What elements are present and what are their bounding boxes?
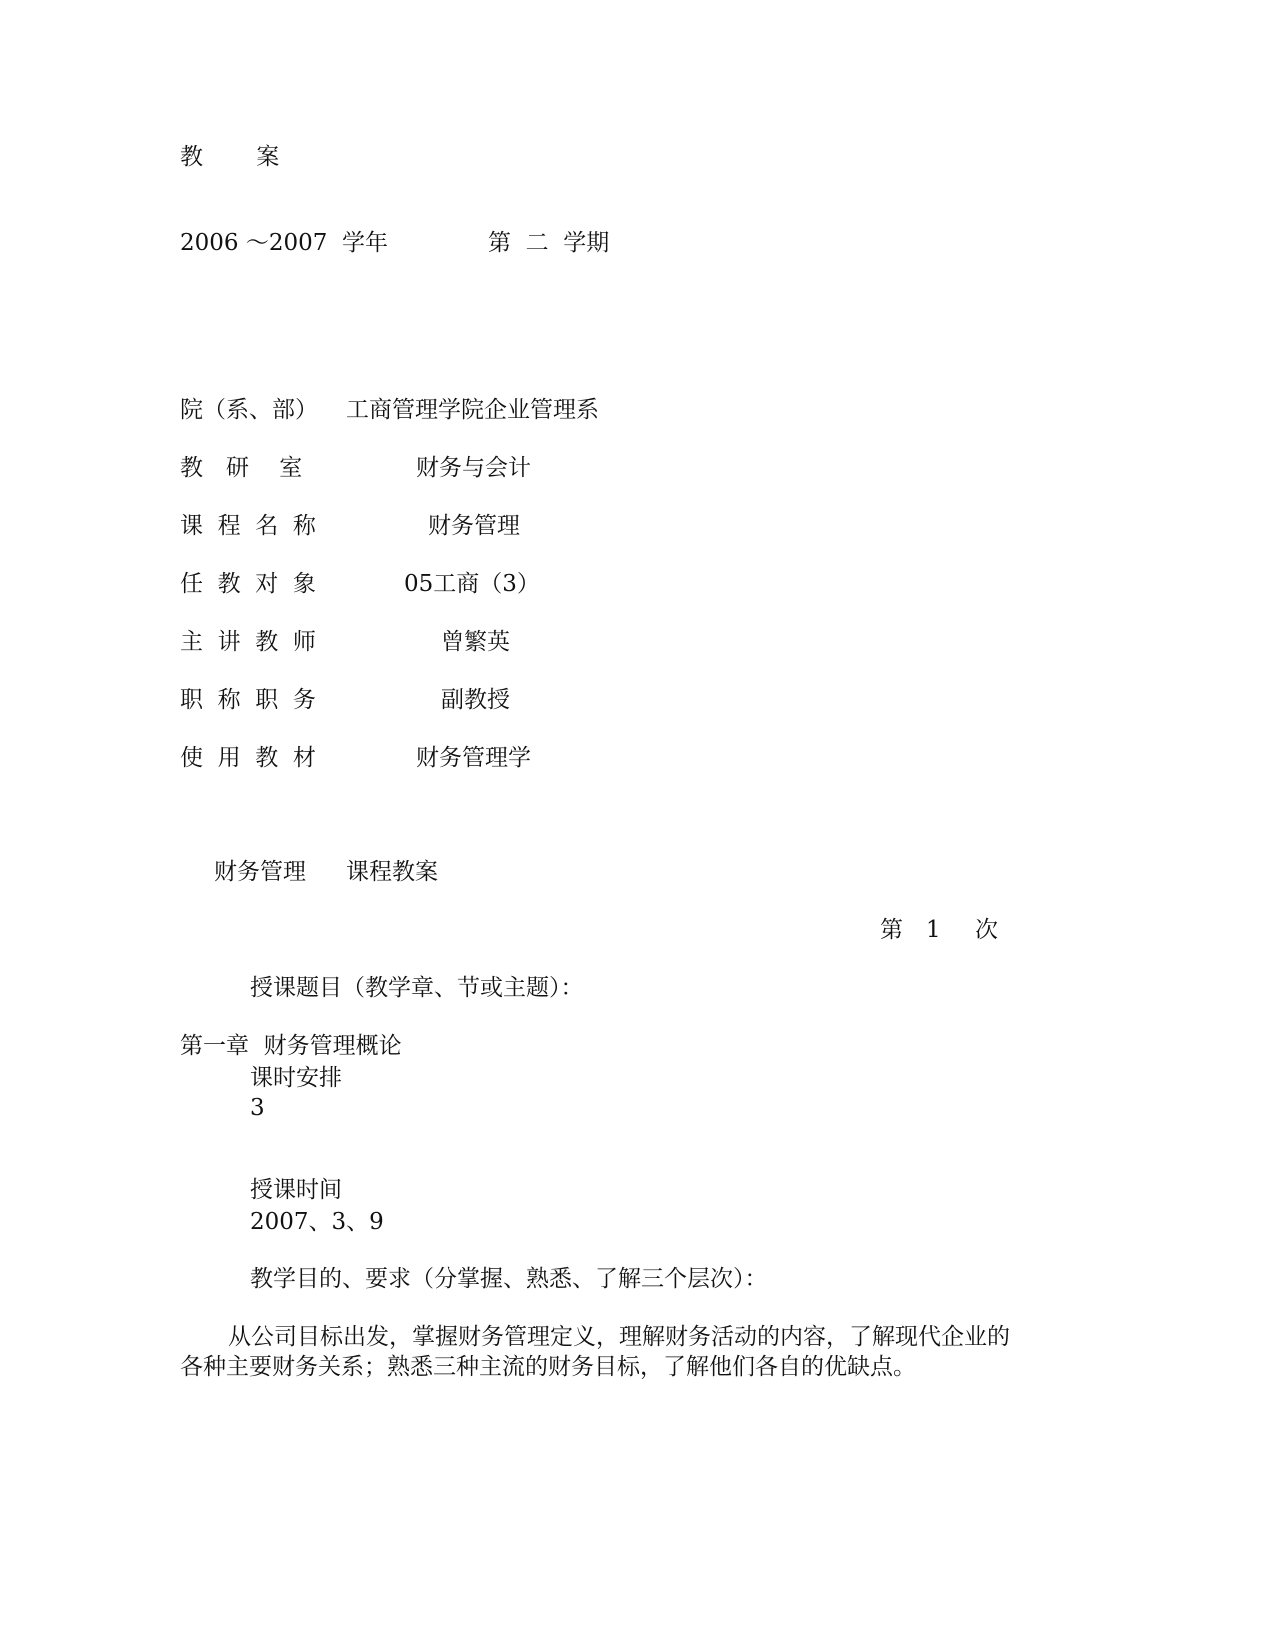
document-title: 教 案 bbox=[180, 144, 280, 170]
info-label-course: 课 程 名 称 bbox=[180, 513, 316, 539]
info-label-office: 教 研 室 bbox=[180, 455, 303, 481]
info-value-office: 财务与会计 bbox=[416, 455, 531, 481]
info-value-teacher: 曾繁英 bbox=[441, 629, 510, 655]
info-value-department: 工商管理学院企业管理系 bbox=[346, 397, 599, 423]
topic-value: 第一章 财务管理概论 bbox=[180, 1033, 402, 1059]
info-label-title: 职 称 职 务 bbox=[180, 687, 316, 713]
course-name-heading: 财务管理 bbox=[214, 859, 306, 885]
info-value-title: 副教授 bbox=[441, 687, 510, 713]
academic-year: 2006 ～2007 学年 bbox=[180, 230, 388, 256]
semester: 第 二 学期 bbox=[488, 230, 610, 256]
objective-text-line1: 从公司目标出发，掌握财务管理定义，理解财务活动的内容，了解现代企业的 bbox=[228, 1324, 1010, 1350]
session-prefix: 第 bbox=[880, 917, 903, 943]
info-label-department: 院（系、部） bbox=[180, 397, 318, 423]
session-number-value: 1 bbox=[926, 917, 941, 943]
info-value-textbook: 财务管理学 bbox=[416, 745, 531, 771]
info-label-textbook: 使 用 教 材 bbox=[180, 745, 316, 771]
time-value: 2007、3、9 bbox=[250, 1209, 384, 1235]
info-value-class: 05工商（3） bbox=[404, 571, 540, 597]
info-value-course: 财务管理 bbox=[428, 513, 520, 539]
time-label: 授课时间 bbox=[250, 1177, 342, 1203]
hours-label: 课时安排 bbox=[250, 1065, 342, 1091]
session-suffix: 次 bbox=[975, 917, 998, 943]
info-label-class: 任 教 对 象 bbox=[180, 571, 316, 597]
topic-label: 授课题目（教学章、节或主题）： bbox=[250, 975, 584, 1001]
info-label-teacher: 主 讲 教 师 bbox=[180, 629, 316, 655]
objective-label: 教学目的、要求（分掌握、熟悉、了解三个层次）： bbox=[250, 1266, 768, 1292]
objective-text-line2: 各种主要财务关系；熟悉三种主流的财务目标，了解他们各自的优缺点。 bbox=[180, 1354, 916, 1380]
lesson-plan-heading: 课程教案 bbox=[346, 859, 438, 885]
hours-value: 3 bbox=[250, 1095, 265, 1121]
